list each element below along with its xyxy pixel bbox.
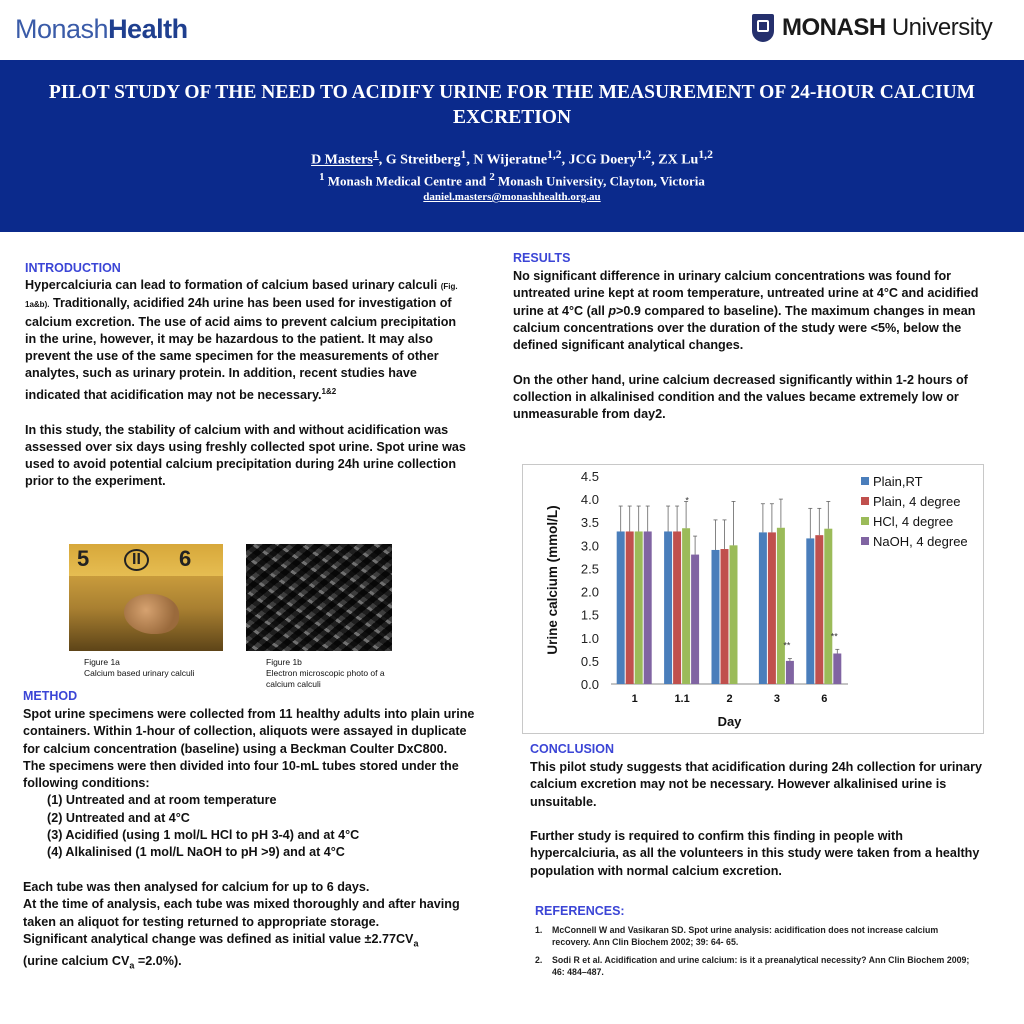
x-axis-label: Day xyxy=(717,714,742,729)
results-text: No significant difference in urinary calcium concentrations was found for untreated urine kept at room temperature, untreated urine at 4°C and acidified urine at 4°C (all p>0.9 compared to baseline). The maximum changes in mean calcium concentrations over the duration of the study were <5%, below the defined significant analytical changes. On the other hand, urine calcium decreased significantly within 1-2 hours of collection in alkalinised condition and the values became extremely low or unmeasurable from day2. xyxy=(513,269,979,422)
x-tick-label: 3 xyxy=(773,693,780,705)
bar-hcl-4-degree xyxy=(635,531,643,684)
references-list xyxy=(535,924,975,984)
chart-svg xyxy=(523,465,983,733)
y-tick-label: 4.0 xyxy=(580,492,599,508)
bar-hcl-4-degree xyxy=(682,528,690,684)
author-list: D Masters$^1$, G Streitberg$^1$, N Wijeratne$^{1,2}$, JCG Doery$^{1,2}$, ZX Lu$^{1,2}$ xyxy=(311,148,713,168)
introduction-text: Hypercalciuria can lead to formation of calcium based urinary calculi (Fig. 1a&b). Traditionally, acidified 24h urine has been used for investigation of calcium excretion. The use of acid aims to prevent calcium precipitation in the urine, however, it may be hazardous to the patient. It may also prevent the use of the same specimen for the measurements of other analytes, such as urinary protein. In addition, recent studies have indicated that acidification may not be necessary.$^{1\&2}$ In this study, the stability of calcium with and without acidification was assessed over six days using freshly collected spot urine. Spot urine was used to avoid potential calcium precipitation during 24h urine collection prior to the experiment. xyxy=(25,278,466,489)
bar-naoh-4-degree xyxy=(833,653,841,684)
bar-plain-4-degree xyxy=(815,535,823,684)
bar-naoh-4-degree xyxy=(691,555,699,684)
legend-swatch xyxy=(861,537,869,545)
legend-label: HCl, 4 degree xyxy=(873,514,954,529)
y-tick-label: 1.0 xyxy=(580,630,599,646)
y-tick-label: 2.5 xyxy=(580,561,599,577)
figure-1a-photo: 5 II 6 xyxy=(69,544,223,651)
legend-swatch xyxy=(861,517,869,525)
significance-annotation: ** xyxy=(783,640,791,651)
y-tick-label: 4.5 xyxy=(580,469,599,484)
legend-label: NaOH, 4 degree xyxy=(873,534,968,549)
bar-hcl-4-degree xyxy=(824,529,832,684)
y-tick-label: 2.0 xyxy=(580,584,599,600)
legend-label: Plain, 4 degree xyxy=(873,494,961,509)
figure-1b-caption: Figure 1b Electron microscopic photo of a calcium calculi xyxy=(266,657,385,689)
bar-plain-4-degree xyxy=(768,532,776,684)
reference-item: 1. McConnell W and Vasikaran SD. Spot urine analysis: acidification does not increase calcium recovery. Ann Clin Biochem 2002; 39: 64- 65. xyxy=(535,925,939,947)
bar-plain-rt xyxy=(759,532,767,684)
y-axis-label: Urine calcium (mmol/L) xyxy=(545,505,560,655)
bar-plain-rt xyxy=(664,531,672,684)
bar-plain-rt xyxy=(712,550,720,684)
x-tick-label: 1.1 xyxy=(674,693,690,705)
method-text: Spot urine specimens were collected from 11 healthy adults into plain urine containers. Within 1-hour of collection, aliquots were assayed in duplicate for calcium concentration (baseline) using a Beckman Coulter DxC800. The specimens were then divided into four 10-mL tubes stored under the following conditions: (1) Untreated and at room temperature (2) Untreated and at 4°C (3) Acidified (using 1 mol/L HCl to pH 3-4) and at 4°C (4) Alkalinised (1 mol/L NaOH to pH >9) and at 4°C Each tube was then analysed for calcium for up to 6 days. At the time of analysis, each tube was mixed thoroughly and after having taken an aliquot for testing returned to appropriate storage. Significant analytical change was defined as initial value $\pm 2.77CV_a$ (urine calcium $CV_a =2.0\%$). xyxy=(23,706,485,974)
x-tick-label: 2 xyxy=(726,693,733,705)
method-heading: METHOD xyxy=(23,689,78,703)
y-tick-label: 1.5 xyxy=(580,607,599,623)
bar-naoh-4-degree xyxy=(786,661,794,684)
university-crest-icon xyxy=(752,14,774,42)
introduction-heading: INTRODUCTION xyxy=(25,261,121,275)
contact-email-link[interactable]: daniel.masters@monashhealth.org.au xyxy=(423,190,601,203)
figure-1a-caption: Figure 1a Calcium based urinary calculi xyxy=(84,657,195,678)
bar-plain-rt xyxy=(617,531,625,684)
conclusion-text: This pilot study suggests that acidification during 24h collection for urinary calcium excretion may not be necessary. However alkalinised urine is unsuitable. Further study is required to confirm this finding in people with hypercalciuria, as all the volunteers in this study were taken from a healthy population with normal calcium excretion. xyxy=(530,760,983,878)
y-tick-label: 3.5 xyxy=(580,515,599,531)
title-banner xyxy=(0,60,1024,232)
monash-health-logo: MonashHealth xyxy=(15,14,188,44)
y-tick-label: 0.0 xyxy=(580,677,599,692)
references-heading: REFERENCES: xyxy=(535,904,625,918)
significance-annotation: * xyxy=(685,495,689,506)
reference-item: 2. Sodi R et al. Acidification and urine calcium: is it a preanalytical necessity? Ann Clin Biochem 2009; 46: 484–487. xyxy=(535,955,970,977)
bar-naoh-4-degree xyxy=(644,531,652,684)
x-tick-label: 6 xyxy=(821,693,828,705)
bar-plain-rt xyxy=(806,538,814,684)
bar-hcl-4-degree xyxy=(777,528,785,684)
calcium-bar-chart xyxy=(522,464,984,734)
monash-university-logo: MONASH University xyxy=(752,14,992,42)
affiliations: $^1$ Monash Medical Centre and $^2$ Monash University, Clayton, Victoria xyxy=(319,170,705,188)
legend-swatch xyxy=(861,497,869,505)
conclusion-heading: CONCLUSION xyxy=(530,742,615,756)
poster-title: PILOT STUDY OF THE NEED TO ACIDIFY URINE FOR THE MEASUREMENT OF 24-HOUR CALCIUM EXCRETION xyxy=(48,82,976,128)
figure-1b-photo xyxy=(246,544,392,651)
significance-annotation: ** xyxy=(830,631,838,642)
bar-plain-4-degree xyxy=(673,531,681,684)
bar-plain-4-degree xyxy=(626,531,634,684)
legend-swatch xyxy=(861,477,869,485)
results-heading: RESULTS xyxy=(513,251,571,265)
y-tick-label: 0.5 xyxy=(580,653,599,669)
bar-hcl-4-degree xyxy=(730,545,738,684)
conditions-list: (1) Untreated and at room temperature (2) Untreated and at 4°C (3) Acidified (using 1 mol/L HCl to pH 3-4) and at 4°C (4) Alkalinised (1 mol/L NaOH to pH >9) and at 4°C xyxy=(47,793,360,860)
legend-label: Plain,RT xyxy=(873,474,923,489)
x-tick-label: 1 xyxy=(631,693,638,705)
y-tick-label: 3.0 xyxy=(580,538,599,554)
bar-plain-4-degree xyxy=(721,549,729,684)
